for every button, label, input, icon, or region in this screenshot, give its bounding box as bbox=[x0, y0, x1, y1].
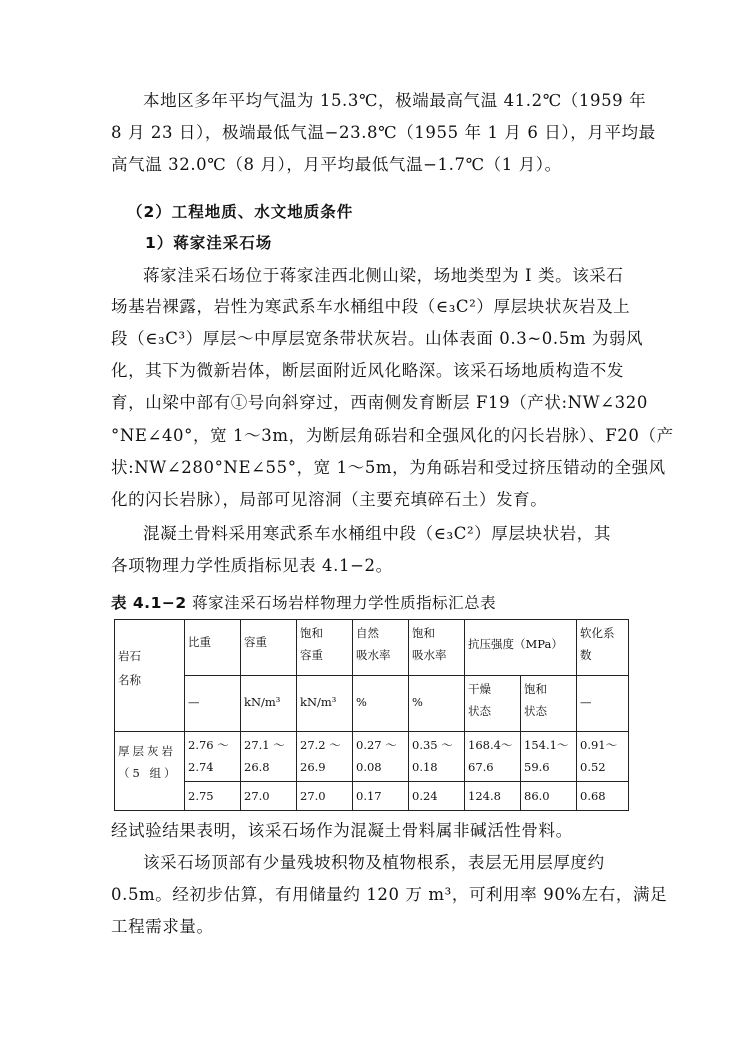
table-cell: 27.2 ～ 26.9 bbox=[297, 732, 353, 782]
para2-line8: 化的闪长岩脉），局部可见溶洞（主要充填碎石土）发育。 bbox=[111, 490, 548, 509]
unit-softening: — bbox=[577, 676, 629, 732]
table-cell: 154.1～ 59.6 bbox=[521, 732, 577, 782]
table-cell: 2.76 ～ 2.74 bbox=[185, 732, 241, 782]
header-strength: 抗压强度（MPa） bbox=[465, 620, 577, 676]
para5-line1: 该采石场顶部有少量残坡积物及植物根系，表层无用层厚度约 bbox=[143, 853, 605, 872]
para1-line1: 本地区多年平均气温为 15.3℃，极端最高气温 41.2℃（1959 年 bbox=[143, 91, 647, 110]
header-density: 容重 bbox=[241, 620, 297, 676]
table-cell: 0.24 bbox=[409, 782, 465, 811]
para3-line2: 各项物理力学性质指标见表 4.1−2。 bbox=[111, 556, 393, 575]
para2-line2: 场基岩裸露，岩性为寒武系车水桶组中段（∈₃C²）厚层块状灰岩及上 bbox=[111, 297, 631, 316]
unit-specific-gravity: — bbox=[185, 676, 241, 732]
header-nat-absorb: 自然 吸水率 bbox=[353, 620, 409, 676]
unit-sat-density: kN/m³ bbox=[297, 676, 353, 732]
table-cell: 27.0 bbox=[241, 782, 297, 811]
unit-nat-absorb: % bbox=[353, 676, 409, 732]
table-cell: 168.4～ 67.6 bbox=[465, 732, 521, 782]
para3-line1: 混凝土骨料采用寒武系车水桶组中段（∈₃C²）厚层块状岩，其 bbox=[143, 524, 611, 543]
header-rock-name: 岩石 名称 bbox=[115, 620, 185, 732]
table-cell: 27.1 ～ 26.8 bbox=[241, 732, 297, 782]
header-softening: 软化系 数 bbox=[577, 620, 629, 676]
para1-line3: 高气温 32.0℃（8 月），月平均最低气温−1.7℃（1 月）。 bbox=[111, 155, 562, 174]
table-cell: 0.68 bbox=[577, 782, 629, 811]
para2-line4: 化，其下为微新岩体，断层面附近风化略深。该采石场地质构造不发 bbox=[111, 361, 624, 380]
table-cell: 27.0 bbox=[297, 782, 353, 811]
para5-line3: 工程需求量。 bbox=[111, 917, 214, 936]
para2-line1: 蒋家洼采石场位于蒋家洼西北侧山梁，场地类型为 I 类。该采石 bbox=[143, 266, 624, 285]
para2-line7: 状:NW∠280°NE∠55°，宽 1～5m，为角砾岩和受过挤压错动的全强风 bbox=[111, 458, 666, 477]
table-caption bbox=[111, 591, 496, 613]
para2-line5: 育，山梁中部有①号向斜穿过，西南侧发育断层 F19（产状:NW∠320 bbox=[111, 393, 648, 412]
header-dry-state: 干燥 状态 bbox=[465, 676, 521, 732]
table-cell: 0.91～ 0.52 bbox=[577, 732, 629, 782]
unit-sat-absorb: % bbox=[409, 676, 465, 732]
table-cell: 0.17 bbox=[353, 782, 409, 811]
section-heading-2: （2）工程地质、水文地质条件 bbox=[127, 203, 354, 221]
table-cell: 2.75 bbox=[185, 782, 241, 811]
header-sat-density: 饱和 容重 bbox=[297, 620, 353, 676]
table-cell: 86.0 bbox=[521, 782, 577, 811]
rock-name-cell: 厚层灰岩 （5 组） bbox=[115, 732, 185, 811]
header-sat-state: 饱和 状态 bbox=[521, 676, 577, 732]
para5-line2: 0.5m。经初步估算，有用储量约 120 万 m³，可利用率 90%左右，满足 bbox=[111, 885, 668, 904]
para4-line1: 经试验结果表明，该采石场作为混凝土骨料属非碱活性骨料。 bbox=[111, 821, 573, 840]
rock-properties-table bbox=[114, 619, 629, 811]
para2-line6: °NE∠40°，宽 1～3m，为断层角砾岩和全强风化的闪长岩脉）、F20（产 bbox=[111, 426, 674, 445]
table-caption-number: 表 4.1−2 bbox=[111, 594, 187, 612]
table-cell: 0.27 ～ 0.08 bbox=[353, 732, 409, 782]
table-caption-text: 蒋家洼采石场岩样物理力学性质指标汇总表 bbox=[192, 594, 497, 612]
header-specific-gravity: 比重 bbox=[185, 620, 241, 676]
para1-line2: 8 月 23 日），极端最低气温−23.8℃（1955 年 1 月 6 日），月平均最 bbox=[111, 123, 656, 142]
table-cell: 0.35 ～ 0.18 bbox=[409, 732, 465, 782]
table-cell: 124.8 bbox=[465, 782, 521, 811]
para2-line3: 段（∈₃C³）厚层～中厚层宽条带状灰岩。山体表面 0.3~0.5m 为弱风 bbox=[111, 329, 644, 348]
section-heading-3: 1）蒋家洼采石场 bbox=[145, 234, 273, 252]
unit-density: kN/m³ bbox=[241, 676, 297, 732]
header-sat-absorb: 饱和 吸水率 bbox=[409, 620, 465, 676]
